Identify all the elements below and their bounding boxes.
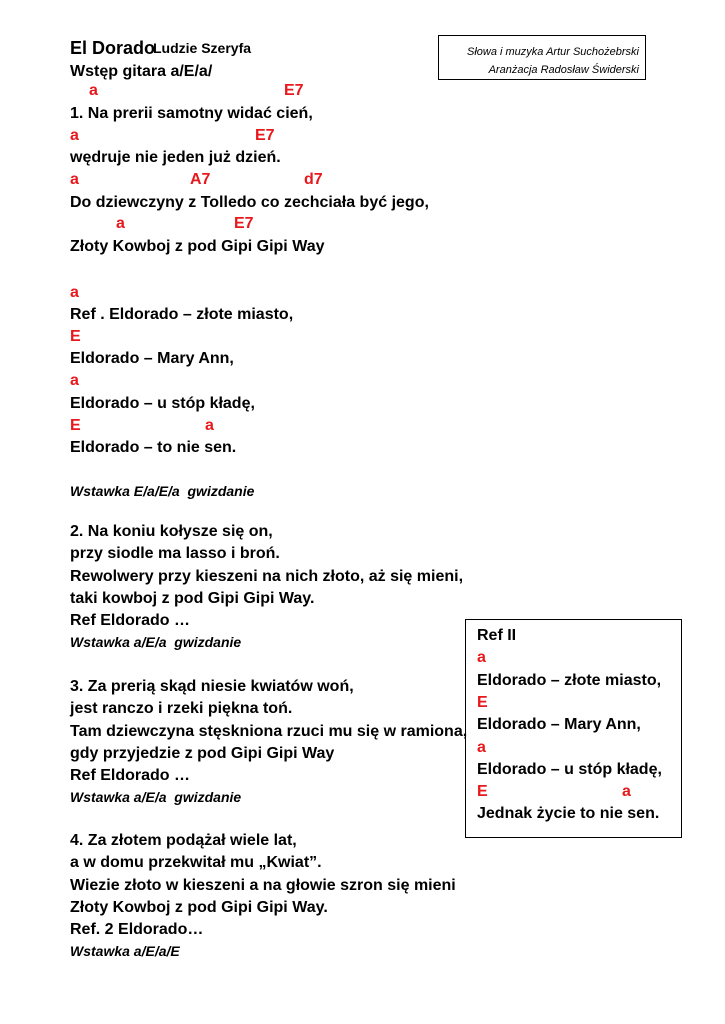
chord: a [70,171,79,188]
chord: a [70,372,79,389]
lyric-line: przy siodle ma lasso i broń. [70,545,280,562]
chord: a [70,284,79,301]
chord: E7 [255,127,275,144]
intro-line: Wstęp gitara a/E/a/ [70,63,213,80]
lyric-line: Eldorado – to nie sen. [70,439,237,456]
credits-arrangement: Aranżacja Radosław Świderski [488,64,639,76]
lyric-line: Ref . Eldorado – złote miasto, [70,306,294,323]
refrain-reference: Ref Eldorado … [70,612,191,629]
lyric-line: Złoty Kowboj z pod Gipi Gipi Way. [70,899,328,916]
lyric-line: Eldorado – u stóp kładę, [70,395,255,412]
chord: a [89,82,98,99]
chord: E7 [234,215,254,232]
lyric-line: taki kowboj z pod Gipi Gipi Way. [70,590,315,607]
lyric-line: wędruje nie jeden już dzień. [70,149,281,166]
chord: E7 [284,82,304,99]
lyric-line: Tam dziewczyna stęskniona rzuci mu się w ramiona, [70,723,468,740]
credits-box [438,35,646,80]
lyric-line: gdy przyjedzie z pod Gipi Gipi Way [70,745,335,762]
chord: d7 [304,171,323,188]
lyric-line: Złoty Kowboj z pod Gipi Gipi Way [70,238,325,255]
refrain-reference: Ref Eldorado … [70,767,191,784]
chord: a [477,739,486,756]
lyric-line: 3. Za prerią skąd niesie kwiatów woń, [70,678,354,695]
chord: a [205,417,214,434]
lyric-line: Jednak życie to nie sen. [477,805,660,822]
lyric-line: Rewolwery przy kieszeni na nich złoto, aż się mieni, [70,568,464,585]
chord: E [70,417,81,434]
chord: a [622,783,631,800]
credits-lyrics-music: Słowa i muzyka Artur Suchożebrski [467,46,639,58]
lyric-line: Eldorado – u stóp kładę, [477,761,662,778]
interlude-line: Wstawka a/E/a/E [70,943,180,959]
song-title: El Dorado [70,38,156,58]
lyric-line: Do dziewczyny z Tolledo co zechciała być jego, [70,194,429,211]
chord: E [477,783,488,800]
lyric-line: Eldorado – złote miasto, [477,672,662,689]
chord: E [70,328,81,345]
lyric-line: 2. Na koniu kołysze się on, [70,523,273,540]
chord: a [70,127,79,144]
chord: a [477,649,486,666]
interlude-line: Wstawka a/E/a gwizdanie [70,634,242,650]
lyric-line: Eldorado – Mary Ann, [477,716,641,733]
refrain-two-title: Ref II [477,627,517,644]
lyric-line: Eldorado – Mary Ann, [70,350,234,367]
refrain-reference: Ref. 2 Eldorado… [70,921,204,938]
lyric-line: a w domu przekwitał mu „Kwiat”. [70,854,322,871]
lyric-line: 4. Za złotem podążał wiele lat, [70,832,297,849]
band-name: Ludzie Szeryfa [153,40,252,56]
lyric-line: jest ranczo i rzeki piękna toń. [70,700,293,717]
lyric-line: Wiezie złoto w kieszeni a na głowie szron się mieni [70,877,456,894]
interlude-line: Wstawka a/E/a gwizdanie [70,789,242,805]
chord: E [477,694,488,711]
chord: A7 [190,171,211,188]
interlude-line: Wstawka E/a/E/a gwizdanie [70,483,255,499]
lyric-line: 1. Na prerii samotny widać cień, [70,105,313,122]
chord: a [116,215,125,232]
